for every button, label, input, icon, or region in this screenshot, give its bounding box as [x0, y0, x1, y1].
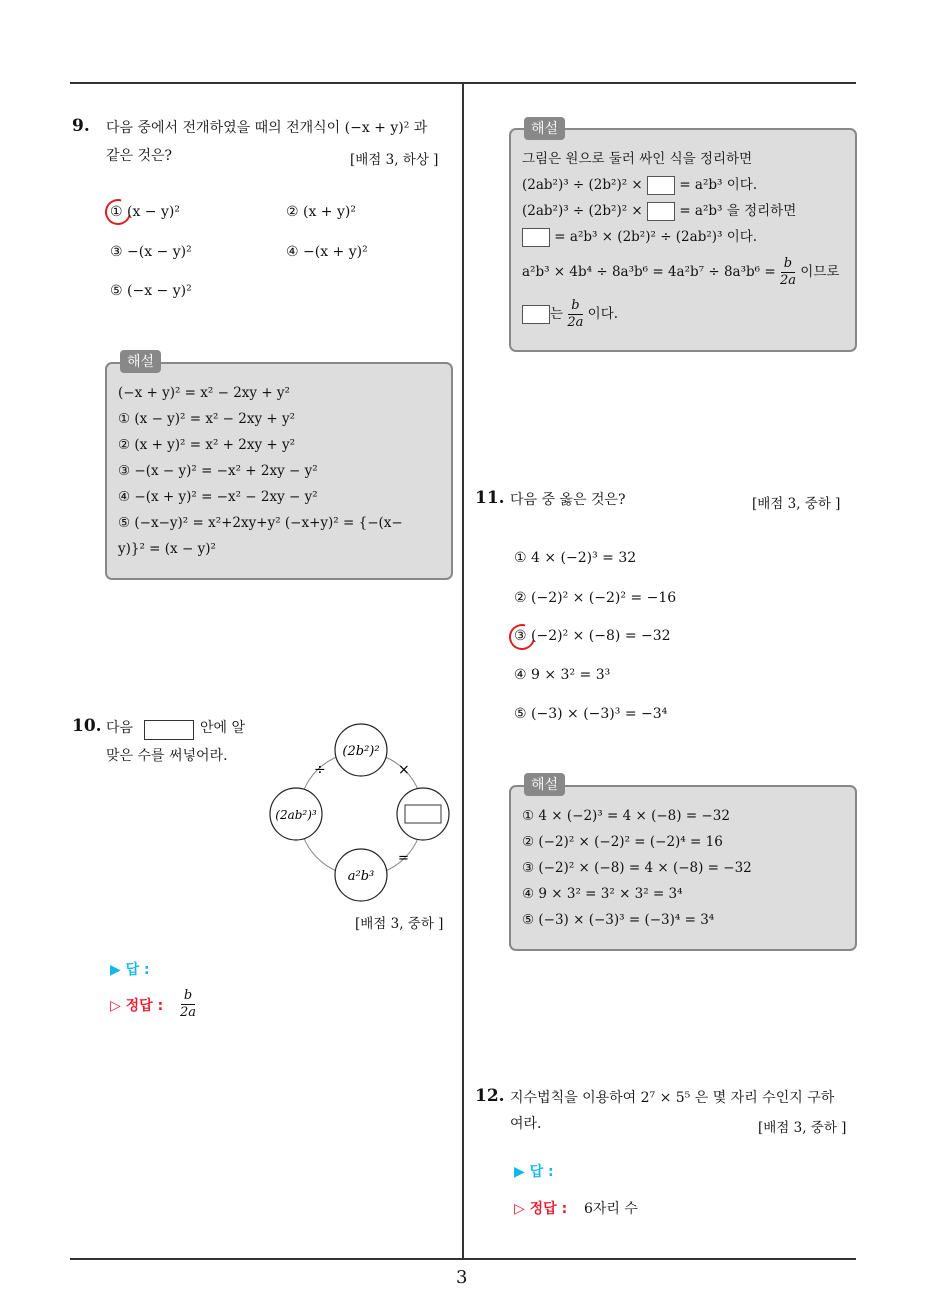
explain-blank-box: [522, 228, 550, 247]
diagram-bottom-label: a²b³: [347, 869, 375, 884]
q10-text-line2: 맞은 수를 써넣어라.: [106, 748, 228, 764]
q10-blank-box: [144, 720, 194, 740]
q11-explanation-tag: 해설: [524, 773, 565, 796]
q9-option-2[interactable]: ② (x + y)²: [286, 204, 356, 220]
q9-explain-line: (−x + y)² = x² − 2xy + y²: [118, 385, 290, 401]
q11-explain-line: ② (−2)² × (−2)² = (−2)⁴ = 16: [522, 834, 723, 850]
q11-option-4[interactable]: ④ 9 × 3² = 3³: [514, 667, 611, 683]
q10-answer-label: ▶ 답 :: [110, 962, 150, 978]
q10-explain-line: (2ab²)³ ÷ (2b²)² × = a²b³ 을 정리하면: [522, 203, 797, 219]
q9-option-3[interactable]: ③ −(x − y)²: [110, 244, 192, 260]
q12-text-line1: 지수법칙을 이용하여 2⁷ × 5⁵ 은 몇 자리 수인지 구하: [510, 1090, 835, 1106]
q11-score: [배점 3, 중하 ]: [752, 496, 841, 512]
q10-explain-line: = a²b³ × (2b²)² ÷ (2ab²)³ 이다.: [522, 224, 757, 250]
q10-cycle-diagram: [266, 722, 456, 906]
q9-explain-line: y)}² = (x − y)²: [118, 541, 216, 557]
explain-blank-box: [647, 202, 675, 221]
diagram-op-times: ×: [398, 762, 410, 778]
q10-explain-line: 는 $\frac{b}{2a}$ 이다.: [522, 298, 618, 331]
q10-correct-denominator: 2a: [180, 1005, 197, 1020]
q10-correct-label: ▷ 정답 :: [110, 998, 164, 1014]
q11-explain-line: ⑤ (−3) × (−3)³ = (−3)⁴ = 3⁴: [522, 912, 715, 928]
diagram-blank-box: [405, 805, 441, 823]
diagram-top-label: (2b²)²: [342, 744, 380, 759]
q9-number: 9.: [72, 116, 90, 136]
q10-explain-line: 그림은 원으로 둘러 싸인 식을 정리하면: [522, 151, 753, 167]
q12-number: 12.: [475, 1086, 505, 1106]
q9-text-line2: 같은 것은?: [106, 148, 173, 164]
q10-correct-value: [180, 988, 196, 1021]
q9-option-5[interactable]: ⑤ (−x − y)²: [110, 283, 192, 299]
q11-explain-line: ① 4 × (−2)³ = 4 × (−8) = −32: [522, 808, 730, 824]
q10-explanation-tag: 해설: [524, 117, 565, 140]
q9-score: [배점 3, 하상 ]: [350, 152, 439, 168]
q12-score: [배점 3, 중하 ]: [758, 1120, 847, 1136]
q9-explain-line: ③ −(x − y)² = −x² + 2xy − y²: [118, 463, 318, 479]
q11-text: 다음 중 옳은 것은?: [510, 492, 626, 508]
q11-number: 11.: [475, 488, 505, 508]
q9-explain-line: ④ −(x + y)² = −x² − 2xy − y²: [118, 489, 318, 505]
q9-explain-line: ⑤ (−x−y)² = x²+2xy+y² (−x+y)² = {−(x−: [118, 515, 403, 531]
q10-correct-numerator: b: [181, 988, 195, 1005]
diagram-op-divide: ÷: [314, 762, 326, 778]
q12-correct-label: ▷ 정답 :: [514, 1201, 568, 1217]
q10-text-pre: 다음: [106, 720, 134, 736]
column-divider: [462, 82, 464, 1260]
q10-text-post: 안에 알: [200, 720, 246, 736]
q9-explanation-tag: 해설: [120, 350, 161, 373]
q9-explain-line: ② (x + y)² = x² + 2xy + y²: [118, 437, 296, 453]
q12-answer-label: ▶ 답 :: [514, 1164, 554, 1180]
explain-blank-box: [522, 305, 550, 324]
diagram-op-equals: =: [398, 851, 409, 866]
q11-option-3[interactable]: ③ (−2)² × (−8) = −32: [514, 628, 671, 644]
bottom-rule: [70, 1258, 856, 1260]
explain-blank-box: [647, 176, 675, 195]
q11-option-1[interactable]: ① 4 × (−2)³ = 32: [514, 550, 637, 566]
q10-number: 10.: [72, 716, 102, 736]
q10-explain-line: a²b³ × 4b⁴ ÷ 8a³b⁶ = 4a²b⁷ ÷ 8a³b⁶ = $\frac{b}{2a}$ 이므로: [522, 256, 840, 288]
q11-option-2[interactable]: ② (−2)² × (−2)² = −16: [514, 590, 677, 606]
q9-option-1[interactable]: ① (x − y)²: [110, 204, 180, 220]
q9-text-line1: 다음 중에서 전개하였을 때의 전개식이 (−x + y)² 과: [106, 120, 428, 136]
q11-explain-line: ④ 9 × 3² = 3² × 3² = 3⁴: [522, 886, 683, 902]
page-number: 3: [456, 1267, 468, 1288]
q11-option-5[interactable]: ⑤ (−3) × (−3)³ = −3⁴: [514, 706, 668, 722]
q9-option-4[interactable]: ④ −(x + y)²: [286, 244, 368, 260]
q9-explain-line: ① (x − y)² = x² − 2xy + y²: [118, 411, 296, 427]
q10-score: [배점 3, 중하 ]: [355, 916, 444, 932]
q12-correct-value: 6자리 수: [584, 1201, 638, 1217]
q11-explain-line: ③ (−2)² × (−8) = 4 × (−8) = −32: [522, 860, 752, 876]
q12-text-line2: 여라.: [510, 1116, 542, 1132]
q10-explain-line: (2ab²)³ ÷ (2b²)² × = a²b³ 이다.: [522, 177, 758, 193]
diagram-left-label: (2ab²)³: [275, 808, 317, 822]
